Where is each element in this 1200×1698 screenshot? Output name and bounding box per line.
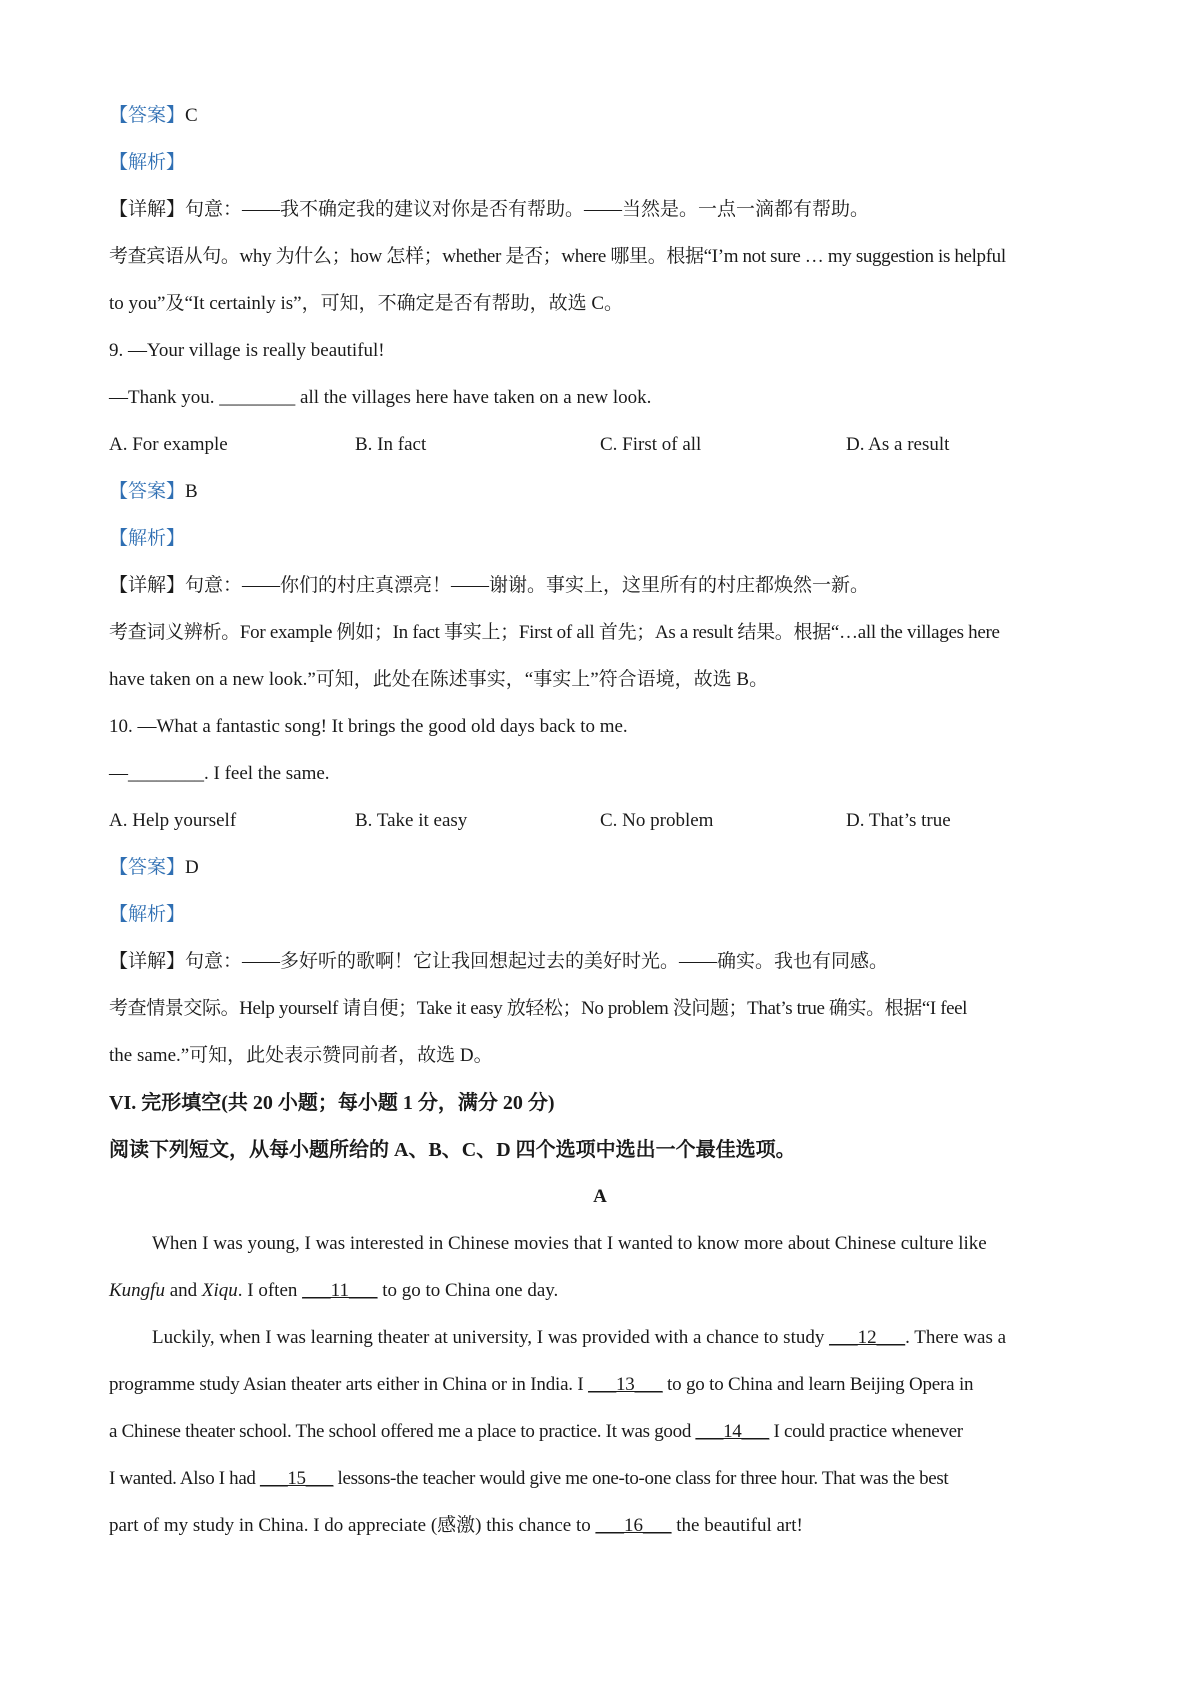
q8-explanation-2: to you”及“It certainly is”，可知，不确定是否有帮助，故选 C。 (109, 293, 623, 314)
q10-question-2: —________. I feel the same. (109, 763, 330, 784)
q9-answer: B (185, 481, 198, 502)
passage-p2-line-4 (109, 1467, 948, 1491)
text-span: a Chinese theater school. The school offered me a place to practice. It was good (109, 1421, 696, 1442)
q9-option-c: C. First of all (600, 434, 702, 455)
text-span: I wanted. Also I had (109, 1468, 260, 1489)
q9-option-b: B. In fact (355, 434, 427, 455)
term-kungfu: Kungfu (109, 1280, 165, 1301)
blank-15: ___15___ (259, 1468, 334, 1489)
blank-14: ___14___ (695, 1421, 770, 1442)
text-span: programme study Asian theater arts either in China or in India. I (109, 1374, 589, 1395)
q9-explanation-1: 考查词义辨析。For example 例如；In fact 事实上；First of all 首先；As a result 结果。根据“…all the villages here (109, 622, 1000, 643)
q10-explanation-2: the same.”可知，此处表示赞同前者，故选 D。 (109, 1045, 493, 1066)
blank-12: ___12___ (829, 1327, 906, 1348)
blank-13: ___13___ (588, 1374, 663, 1395)
q9-explanation-2: have taken on a new look.”可知，此处在陈述事实，“事实上”符合语境，故选 B。 (109, 669, 769, 690)
section-instruction: 阅读下列短文，从每小题所给的 A、B、C、D 四个选项中选出一个最佳选项。 (109, 1139, 796, 1161)
q8-answer-line (109, 104, 198, 128)
answer-tag: 【答案】 (109, 481, 186, 502)
q10-detail: 【详解】句意：——多好听的歌啊！它让我回想起过去的美好时光。——确实。我也有同感。 (109, 951, 889, 972)
q10-option-c: C. No problem (600, 810, 714, 831)
text-span: lessons-the teacher would give me one-to-one class for three hour. That was the best (333, 1468, 949, 1489)
q9-option-d: D. As a result (846, 434, 950, 455)
blank-11: ___11___ (302, 1280, 378, 1301)
passage-p2-line-2 (109, 1373, 973, 1397)
passage-p1-line-2 (109, 1279, 558, 1303)
q10-answer: D (185, 857, 199, 878)
text-span: and (164, 1280, 202, 1301)
section-title: VI. 完形填空(共 20 小题；每小题 1 分，满分 20 分) (109, 1092, 555, 1114)
q10-analysis-tag: 【解析】 (109, 904, 186, 925)
text-span: part of my study in China. I do appreciate (感激) this chance to (109, 1515, 596, 1536)
text-span: . I often (237, 1280, 303, 1301)
q10-option-a: A. Help yourself (109, 810, 237, 831)
text-span: . There was a (905, 1327, 1007, 1348)
q9-question-1: 9. —Your village is really beautiful! (109, 340, 385, 361)
q9-analysis-tag: 【解析】 (109, 528, 186, 549)
q10-option-b: B. Take it easy (355, 810, 468, 831)
passage-p2-line-5 (109, 1514, 803, 1538)
q9-option-a: A. For example (109, 434, 228, 455)
q10-answer-line (109, 856, 199, 880)
passage-p2-line-3 (109, 1420, 963, 1444)
passage-p2-line-1 (152, 1326, 1006, 1350)
blank-16: ___16___ (595, 1515, 672, 1536)
text-span: the beautiful art! (671, 1515, 803, 1536)
q8-answer: C (185, 105, 198, 126)
q10-explanation-1: 考查情景交际。Help yourself 请自便；Take it easy 放轻松；No problem 没问题；That’s true 确实。根据“I feel (109, 998, 968, 1019)
text-span: to go to China and learn Beijing Opera in (662, 1374, 974, 1395)
text-span: to go to China one day. (377, 1280, 559, 1301)
q9-answer-line (109, 480, 198, 504)
text-span: I could practice whenever (769, 1421, 963, 1442)
text-span: Luckily, when I was learning theater at university, I was provided with a chance to study (152, 1327, 830, 1348)
passage-label: A (593, 1186, 607, 1207)
q8-analysis-tag: 【解析】 (109, 152, 186, 173)
answer-tag: 【答案】 (109, 105, 186, 126)
answer-tag: 【答案】 (109, 857, 186, 878)
passage-p1-line-1: When I was young, I was interested in Chinese movies that I wanted to know more about Chinese culture like (152, 1233, 987, 1254)
q10-question-1: 10. —What a fantastic song! It brings the good old days back to me. (109, 716, 628, 737)
term-xiqu: Xiqu (201, 1280, 238, 1301)
q8-explanation-1: 考查宾语从句。why 为什么；how 怎样；whether 是否；where 哪里。根据“I’m not sure … my suggestion is helpful (109, 246, 1006, 267)
q10-option-d: D. That’s true (846, 810, 951, 831)
q8-detail: 【详解】句意：——我不确定我的建议对你是否有帮助。——当然是。一点一滴都有帮助。 (109, 199, 870, 220)
q9-detail: 【详解】句意：——你们的村庄真漂亮！——谢谢。事实上，这里所有的村庄都焕然一新。 (109, 575, 870, 596)
q9-question-2: —Thank you. ________ all the villages here have taken on a new look. (109, 387, 652, 408)
